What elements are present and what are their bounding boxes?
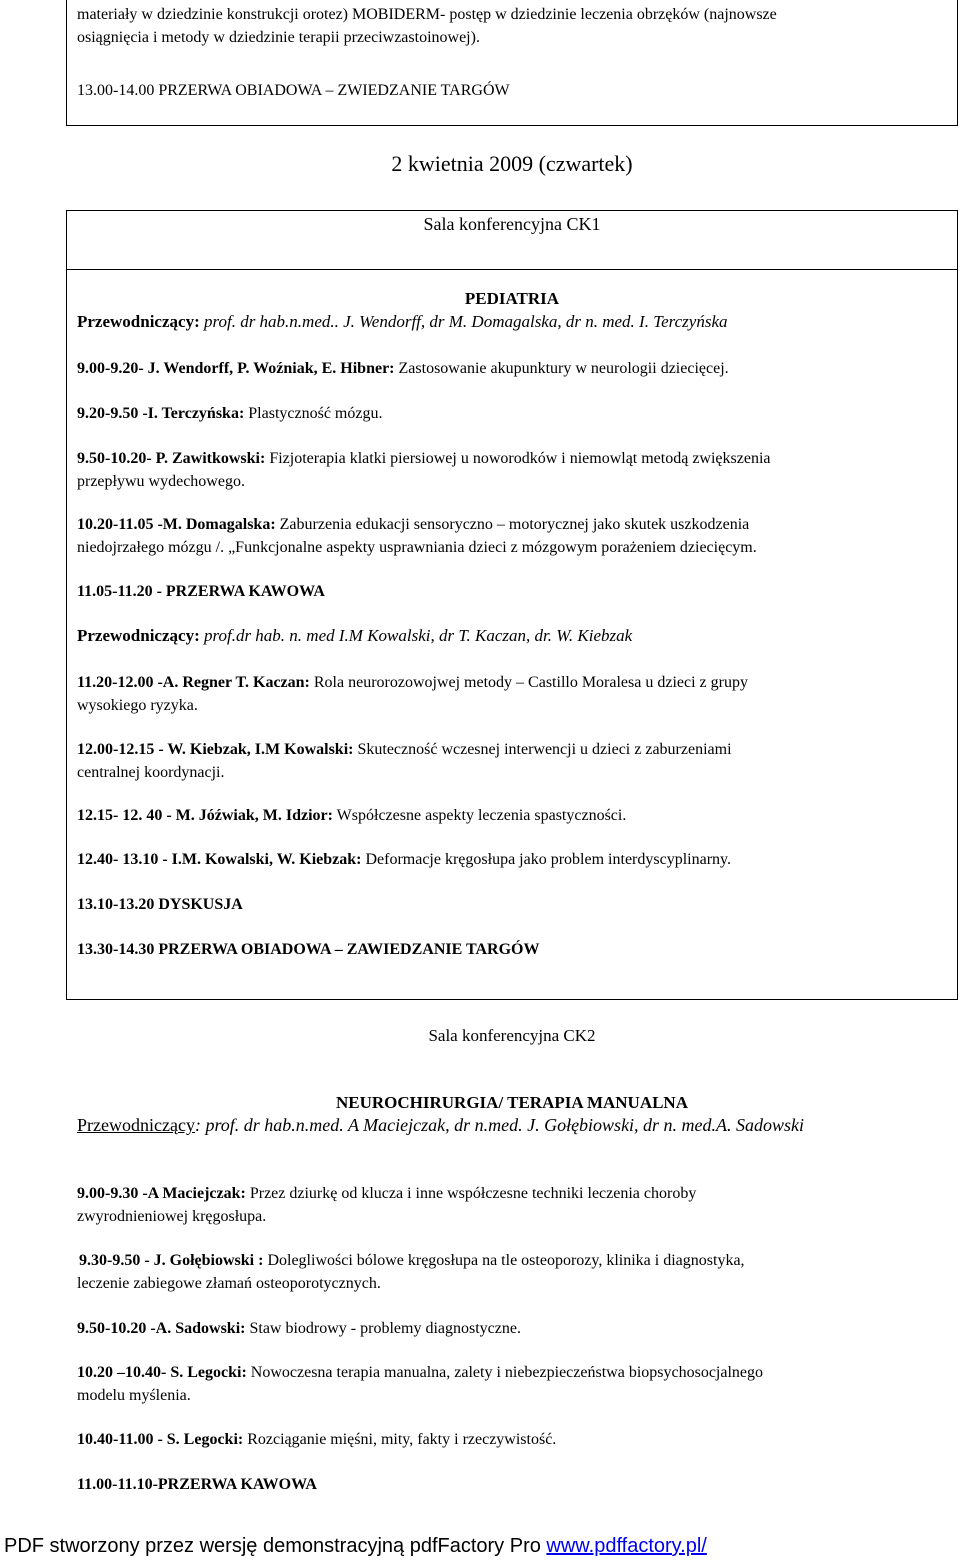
program-item-cont: przepływu wydechowego. — [77, 473, 245, 490]
coffee-break — [77, 1474, 317, 1496]
item-time-speaker: 12.00-12.15 - W. Kiebzak, I.M Kowalski: — [77, 741, 354, 758]
program-item — [77, 1429, 556, 1451]
session-topic-text: NEUROCHIRURGIA/ TERAPIA MANUALNA — [336, 1093, 688, 1112]
program-item-cont: wysokiego ryzyka. — [77, 697, 198, 714]
day-title: 2 kwietnia 2009 (czwartek) — [391, 151, 633, 176]
coffee-break — [77, 581, 325, 603]
item-time-speaker: 9.20-9.50 -I. Terczyńska: — [77, 405, 245, 422]
program-item — [77, 849, 731, 871]
program-item — [77, 805, 626, 827]
item-time-speaker: 10.20 –10.40- S. Legocki: — [77, 1364, 247, 1381]
program-item — [77, 672, 748, 694]
chair-names: prof. dr hab.n.med.. J. Wendorff, dr M. Domagalska, dr n. med. I. Terczyńska — [199, 312, 728, 331]
item-time-speaker: 9.50-10.20 -A. Sadowski: — [77, 1320, 246, 1337]
pdf-footer — [4, 1533, 707, 1559]
chair-label: Przewodniczący — [77, 1115, 195, 1135]
item-title: Zastosowanie akupunktury w neurologii dziecięcej. — [394, 360, 729, 377]
program-item-cont: niedojrzałego mózgu /. „Funkcjonalne aspekty usprawniania dzieci z mózgowym porażeniem dziecięcym. — [77, 539, 757, 556]
program-item — [77, 403, 382, 425]
item-title: Skuteczność wczesnej interwencji u dzieci z zaburzeniami — [353, 741, 732, 758]
item-title: Zaburzenia edukacji sensoryczno – motorycznej jako skutek uszkodzenia — [275, 516, 750, 533]
text-line: materiały w dziedzinie konstrukcji orotez) MOBIDERM- postęp w dziedzinie leczenia obrzęków (najnowsze — [77, 6, 777, 23]
item-time-speaker: 12.15- 12. 40 - M. Jóźwiak, M. Idzior: — [77, 807, 333, 824]
program-item — [77, 1362, 763, 1384]
program-item — [77, 448, 771, 470]
chair-line — [77, 625, 632, 647]
room-title-ck2: Sala konferencyjna CK2 — [428, 1026, 596, 1045]
lunch-break — [77, 939, 539, 961]
item-time-speaker: 9.50-10.20- P. Zawitkowski: — [77, 450, 266, 467]
item-time-speaker: 12.40- 13.10 - I.M. Kowalski, W. Kiebzak: — [77, 851, 362, 868]
lunch-break: 13.00-14.00 PRZERWA OBIADOWA – ZWIEDZANIE TARGÓW — [77, 82, 510, 99]
program-item — [77, 358, 729, 380]
program-item-cont: centralnej koordynacji. — [77, 764, 225, 781]
chair-label: Przewodniczący: — [77, 626, 200, 645]
program-item-cont: zwyrodnieniowej kręgosłupa. — [77, 1208, 267, 1225]
item-title: Przez dziurkę od klucza i inne współczesne techniki leczenia choroby — [245, 1185, 697, 1202]
program-item — [77, 739, 732, 761]
coffee-break-text: 11.05-11.20 - PRZERWA KAWOWA — [77, 583, 325, 600]
item-title: Współczesne aspekty leczenia spastyczności. — [332, 807, 627, 824]
discussion — [77, 894, 243, 916]
item-time-speaker: 9.00-9.30 -A Maciejczak: — [77, 1185, 246, 1202]
program-item — [77, 1318, 521, 1340]
chair-line — [77, 311, 728, 333]
session-topic — [66, 1092, 958, 1114]
session-topic — [66, 288, 958, 310]
chair-line — [77, 1114, 804, 1136]
chair-label: Przewodniczący: — [77, 312, 200, 331]
program-item-cont: modelu myślenia. — [77, 1387, 191, 1404]
item-title: Fizjoterapia klatki piersiowej u noworodków i niemowląt metodą zwiększenia — [265, 450, 771, 467]
item-time-speaker: 9.00-9.20- J. Wendorff, P. Woźniak, E. Hibner: — [77, 360, 395, 377]
session-topic-text: PEDIATRIA — [464, 289, 560, 308]
item-title: Rozciąganie mięśni, mity, fakty i rzeczywistość. — [243, 1431, 557, 1448]
item-title: Staw biodrowy - problemy diagnostyczne. — [245, 1320, 521, 1337]
item-title: Dolegliwości bólowe kręgosłupa na tle osteoporozy, klinika i diagnostyka, — [263, 1252, 745, 1269]
footer-text: PDF stworzony przez wersję demonstracyjną pdfFactory Pro — [4, 1535, 547, 1557]
program-item — [77, 1183, 696, 1205]
text-line: osiągnięcia i metody w dziedzinie terapii przeciwzastoinowej). — [77, 29, 480, 46]
item-time-speaker: 9.30-9.50 - J. Gołębiowski : — [79, 1252, 264, 1269]
item-time-speaker: 11.20-12.00 -A. Regner T. Kaczan: — [77, 674, 310, 691]
item-title: Deformacje kręgosłupa jako problem interdyscyplinarny. — [361, 851, 731, 868]
lunch-break-text: 13.30-14.30 PRZERWA OBIADOWA – ZAWIEDZANIE TARGÓW — [77, 941, 540, 958]
coffee-break-text: 11.00-11.10-PRZERWA KAWOWA — [77, 1476, 317, 1493]
discussion-text: 13.10-13.20 DYSKUSJA — [77, 896, 243, 913]
chair-names: : prof. dr hab.n.med. A Maciejczak, dr n.med. J. Gołębiowski, dr n. med.A. Sadowski — [194, 1115, 805, 1135]
item-title: Plastyczność mózgu. — [244, 405, 383, 422]
item-title: Rola neurorozowojwej metody – Castillo Moralesa u dzieci z grupy — [309, 674, 748, 691]
item-time-speaker: 10.20-11.05 -M. Domagalska: — [77, 516, 276, 533]
chair-names: prof.dr hab. n. med I.M Kowalski, dr T. Kaczan, dr. W. Kiebzak — [199, 626, 633, 645]
program-item — [79, 1250, 745, 1272]
program-item — [77, 514, 749, 536]
item-title: Nowoczesna terapia manualna, zalety i niebezpieczeństwa biopsychosocjalnego — [246, 1364, 764, 1381]
footer-link[interactable]: www.pdffactory.pl/ — [546, 1535, 707, 1557]
room-title-ck1: Sala konferencyjna CK1 — [423, 214, 601, 234]
item-time-speaker: 10.40-11.00 - S. Legocki: — [77, 1431, 244, 1448]
program-item-cont: leczenie zabiegowe złamań osteoporotycznych. — [77, 1275, 381, 1292]
